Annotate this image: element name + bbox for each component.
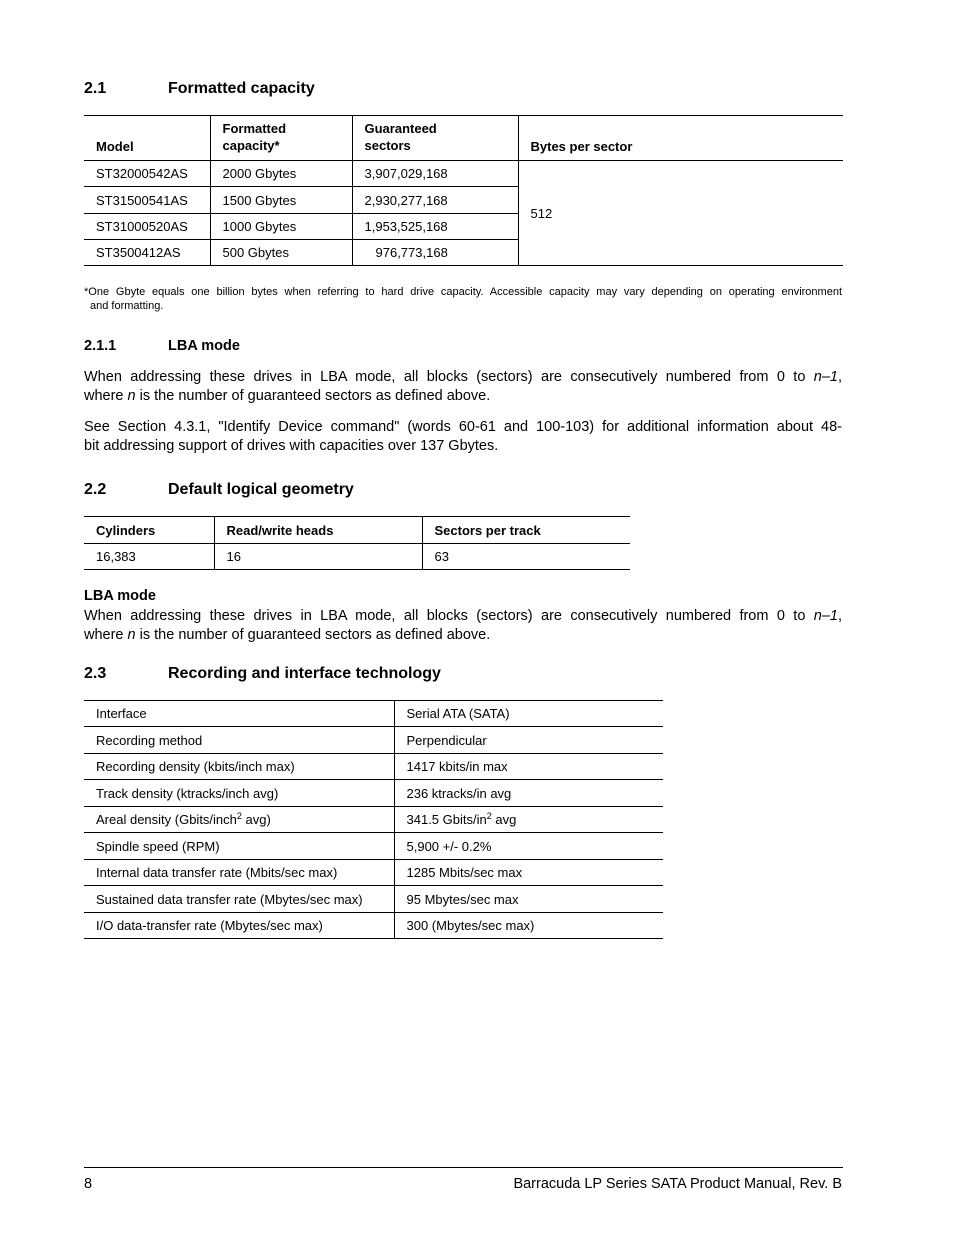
identify-device-paragraph bbox=[84, 418, 842, 456]
cell-label: Track density (ktracks/inch avg) bbox=[84, 780, 394, 807]
text: avg bbox=[491, 812, 517, 827]
cell-bytes-per-sector: 512 bbox=[530, 205, 553, 221]
superscript: 2 bbox=[236, 811, 242, 821]
cell-label: Internal data transfer rate (Mbits/sec max) bbox=[84, 860, 394, 886]
table-row bbox=[84, 833, 663, 860]
italic-text: n bbox=[127, 388, 136, 404]
table-header-row bbox=[84, 116, 843, 161]
table-row bbox=[84, 727, 663, 754]
cell-capacity: 2000 Gbytes bbox=[210, 161, 352, 187]
table-row bbox=[84, 544, 630, 570]
table-row bbox=[84, 860, 663, 886]
header-text: Guaranteed bbox=[364, 121, 437, 136]
document-title: Barracuda LP Series SATA Product Manual, Rev. B bbox=[513, 1176, 842, 1192]
table-row bbox=[84, 807, 663, 833]
capacity-footnote bbox=[84, 285, 842, 313]
italic-text: n bbox=[127, 627, 136, 643]
header-cylinders: Cylinders bbox=[84, 517, 214, 544]
text: Areal density (Gbits/inch bbox=[96, 812, 237, 827]
cell-value bbox=[394, 807, 663, 833]
text: , bbox=[837, 608, 842, 624]
italic-text: n–1 bbox=[813, 369, 838, 385]
footnote-line: *One Gbyte equals one billion bytes when referring to hard drive capacity. Accessible capacity may vary depending on operating environment bbox=[84, 286, 842, 298]
table-row bbox=[84, 701, 663, 727]
header-text: Formatted bbox=[222, 121, 287, 136]
lba-mode-subheading: LBA mode bbox=[84, 588, 156, 604]
cell-label: Recording method bbox=[84, 727, 394, 754]
section-number: 2.1.1 bbox=[84, 338, 117, 354]
text: is the number of guaranteed sectors as defined above. bbox=[135, 388, 491, 404]
header-text: Bytes per sector bbox=[530, 139, 633, 154]
text: where bbox=[84, 388, 128, 404]
paragraph-line: bit addressing support of drives with capacities over 137 Gbytes. bbox=[84, 438, 499, 454]
section-number: 2.1 bbox=[84, 80, 107, 97]
cell-value: 236 ktracks/in avg bbox=[406, 785, 512, 801]
cell-label: Spindle speed (RPM) bbox=[84, 833, 394, 860]
section-number: 2.3 bbox=[84, 665, 107, 682]
cell-label: Interface bbox=[84, 701, 394, 727]
cell-capacity: 1500 Gbytes bbox=[210, 187, 352, 214]
text: where bbox=[84, 627, 128, 643]
header-text: capacity* bbox=[222, 138, 280, 153]
cell-model: ST31500541AS bbox=[84, 187, 210, 214]
footer-divider bbox=[84, 1167, 843, 1168]
section-title: Default logical geometry bbox=[168, 481, 354, 498]
table-row bbox=[84, 886, 663, 913]
cell-model: ST3500412AS bbox=[84, 240, 210, 266]
header-capacity bbox=[210, 116, 352, 161]
text: is the number of guaranteed sectors as defined above. bbox=[135, 627, 491, 643]
table-row bbox=[84, 161, 843, 187]
superscript: 2 bbox=[486, 811, 492, 821]
cell-value: 1417 kbits/in max bbox=[406, 759, 508, 774]
cell-sectors: 3,907,029,168 bbox=[352, 161, 518, 187]
cell-heads: 16 bbox=[214, 544, 422, 570]
formatted-capacity-table bbox=[84, 115, 843, 266]
header-bytes-per-sector bbox=[518, 116, 843, 161]
italic-text: n–1 bbox=[813, 608, 838, 624]
logical-geometry-table bbox=[84, 516, 630, 570]
text: 341.5 Gbits/in bbox=[406, 812, 487, 827]
header-sectors-per-track: Sectors per track bbox=[434, 522, 541, 538]
paragraph-line bbox=[84, 626, 842, 645]
cell-sectors: 2,930,277,168 bbox=[352, 187, 518, 214]
cell-label: Recording density (kbits/inch max) bbox=[84, 754, 394, 780]
cell-value: 95 Mbytes/sec max bbox=[406, 891, 519, 907]
recording-technology-table bbox=[84, 700, 663, 939]
cell-value: 300 (Mbytes/sec max) bbox=[406, 918, 535, 933]
lba-mode-paragraph-2 bbox=[84, 607, 842, 645]
lba-mode-paragraph bbox=[84, 368, 842, 406]
cell-value: Serial ATA (SATA) bbox=[406, 706, 510, 721]
paragraph-line bbox=[84, 368, 842, 387]
section-title: LBA mode bbox=[168, 338, 240, 354]
section-title: Formatted capacity bbox=[168, 80, 315, 97]
header-model bbox=[84, 116, 210, 161]
cell-capacity: 1000 Gbytes bbox=[210, 214, 352, 240]
cell-sectors-per-track: 63 bbox=[434, 549, 449, 564]
cell-label: I/O data-transfer rate (Mbytes/sec max) bbox=[84, 913, 394, 939]
cell-value: 1285 Mbits/sec max bbox=[406, 865, 523, 880]
cell-label: Sustained data transfer rate (Mbytes/sec max) bbox=[84, 886, 394, 913]
text: When addressing these drives in LBA mode, all blocks (sectors) are consecutively numbered from 0 to bbox=[84, 608, 814, 624]
cell-sectors: 1,953,525,168 bbox=[352, 214, 518, 240]
header-sectors bbox=[352, 116, 518, 161]
paragraph-line: See Section 4.3.1, "Identify Device command" (words 60-61 and 100-103) for additional information about 48- bbox=[84, 419, 842, 435]
header-heads: Read/write heads bbox=[214, 517, 422, 544]
paragraph-line bbox=[84, 387, 842, 406]
table-row bbox=[84, 780, 663, 807]
cell-capacity: 500 Gbytes bbox=[210, 240, 352, 266]
section-number: 2.2 bbox=[84, 481, 107, 498]
section-title: Recording and interface technology bbox=[168, 665, 441, 682]
cell-cylinders: 16,383 bbox=[84, 544, 214, 570]
text: , bbox=[837, 369, 842, 385]
cell-value: 5,900 +/- 0.2% bbox=[406, 838, 492, 854]
cell-sectors: 976,773,168 bbox=[352, 240, 518, 266]
table-header-row bbox=[84, 517, 630, 544]
text: When addressing these drives in LBA mode, all blocks (sectors) are consecutively numbered from 0 to bbox=[84, 369, 814, 385]
text: avg) bbox=[241, 812, 271, 827]
cell-model: ST32000542AS bbox=[84, 161, 210, 187]
paragraph-line bbox=[84, 607, 842, 626]
page-number: 8 bbox=[84, 1176, 93, 1192]
header-text: Model bbox=[96, 139, 134, 154]
cell-label bbox=[84, 807, 394, 833]
table-row bbox=[84, 754, 663, 780]
cell-model: ST31000520AS bbox=[84, 214, 210, 240]
table-row bbox=[84, 913, 663, 939]
footnote-line: and formatting. bbox=[90, 300, 164, 312]
header-text: sectors bbox=[364, 138, 411, 153]
cell-value: Perpendicular bbox=[406, 732, 487, 748]
